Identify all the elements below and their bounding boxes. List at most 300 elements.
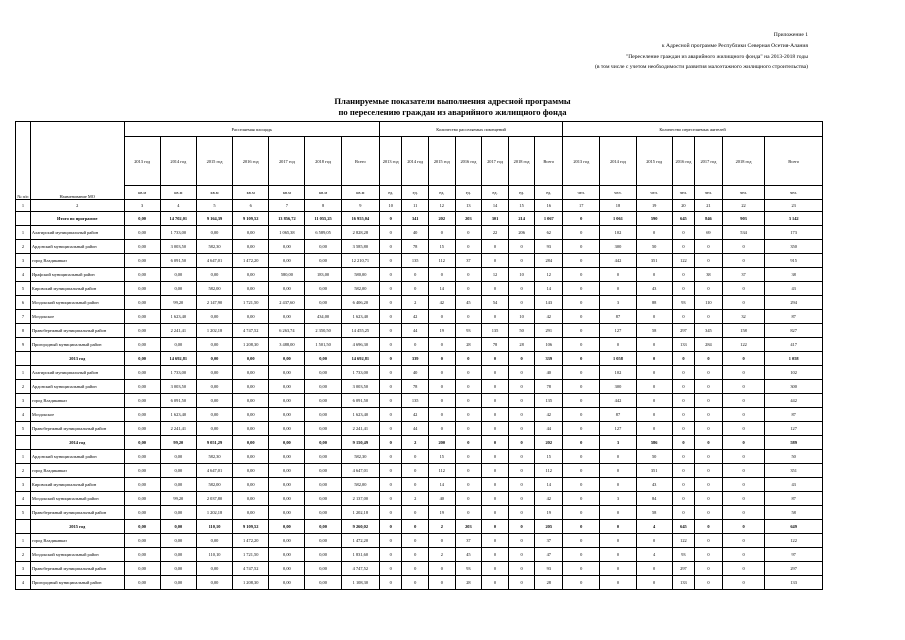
row-name: Кировский муниципальный район — [30, 282, 124, 296]
row-number: 5 — [16, 506, 31, 520]
cell-value: 0 — [380, 576, 402, 590]
cell-value: 0 — [563, 324, 600, 338]
cell-value: 4 647,01 — [196, 254, 232, 268]
cell-value: 300 — [600, 380, 636, 394]
table-row — [16, 366, 823, 380]
header-year: 2018 год — [305, 137, 341, 186]
cell-value: 0 — [508, 576, 535, 590]
cell-value: 62 — [535, 226, 563, 240]
header-year: 2016 год — [672, 137, 694, 186]
cell-value: 0 — [722, 576, 765, 590]
cell-value: 2 — [402, 436, 429, 450]
row-number: 2 — [16, 548, 31, 562]
cell-value: 50 — [636, 240, 672, 254]
cell-value: 19 — [428, 506, 455, 520]
cell-value: 0 — [722, 506, 765, 520]
table-row — [16, 576, 823, 590]
cell-value: 0 — [402, 338, 429, 352]
row-number — [16, 352, 31, 366]
cell-value: 0 — [722, 478, 765, 492]
cell-value: 37 — [535, 534, 563, 548]
cell-value: 297 — [672, 324, 694, 338]
cell-value: 0,00 — [269, 394, 305, 408]
cell-value: 58 — [636, 324, 672, 338]
cell-value: 0,00 — [233, 268, 269, 282]
cell-value: 1 733,00 — [341, 366, 379, 380]
cell-value: 0 — [722, 240, 765, 254]
cell-value: 78 — [535, 380, 563, 394]
cell-value: 0 — [455, 478, 482, 492]
cell-value: 0,00 — [160, 548, 196, 562]
cell-value: 0 — [600, 338, 636, 352]
appendix-line-2: к Адресной программе Республики Северная Осетия-Алания — [661, 42, 808, 49]
cell-value: 0 — [672, 366, 694, 380]
cell-value: 0,00 — [269, 380, 305, 394]
cell-value: 0 — [455, 436, 482, 450]
cell-value: 0 — [455, 310, 482, 324]
cell-value: 0 — [636, 366, 672, 380]
cell-value: 1 202,18 — [196, 506, 232, 520]
cell-value: 0,00 — [124, 254, 160, 268]
row-number: 4 — [16, 408, 31, 422]
row-name: город Владикавказ — [30, 534, 124, 548]
header-year: 2016 год — [233, 137, 269, 186]
cell-value: 0,00 — [305, 520, 341, 534]
cell-value: 442 — [600, 394, 636, 408]
column-number: 6 — [233, 200, 269, 212]
cell-value: 2 437,60 — [269, 296, 305, 310]
cell-value: 0,00 — [124, 380, 160, 394]
row-name: Алагирский муниципальный район — [30, 366, 124, 380]
cell-value: 0 — [402, 268, 429, 282]
cell-value: 0 — [428, 268, 455, 282]
appendix-note — [595, 30, 808, 73]
row-name: Моздокское — [30, 310, 124, 324]
cell-value: 0 — [380, 534, 402, 548]
cell-value: 45 — [455, 548, 482, 562]
table-row — [16, 394, 823, 408]
cell-value: 4 — [636, 548, 672, 562]
cell-value: 0 — [508, 534, 535, 548]
cell-value: 6 589,05 — [305, 226, 341, 240]
cell-value: 6 091,50 — [160, 254, 196, 268]
cell-value: 0 — [402, 464, 429, 478]
cell-value: 0 — [722, 464, 765, 478]
cell-value: 28 — [455, 576, 482, 590]
cell-value: 0 — [380, 338, 402, 352]
cell-value: 112 — [535, 464, 563, 478]
table-row — [16, 534, 823, 548]
cell-value: 0 — [563, 296, 600, 310]
cell-value: 0 — [482, 478, 509, 492]
cell-value: 649 — [765, 520, 823, 534]
cell-value: 0,00 — [233, 422, 269, 436]
cell-value: 6 263,74 — [269, 324, 305, 338]
header-year: 2014 год — [160, 137, 196, 186]
cell-value: 4 — [636, 520, 672, 534]
cell-value: 0 — [508, 394, 535, 408]
column-number: 1 — [16, 200, 31, 212]
cell-value: 0,00 — [124, 436, 160, 450]
cell-value: 0 — [695, 352, 723, 366]
header-unit: чел. — [636, 186, 672, 200]
cell-value: 0,00 — [305, 506, 341, 520]
document-title — [0, 96, 905, 118]
table-row — [16, 548, 823, 562]
header-year: 2013 год — [563, 137, 600, 186]
cell-value: 0 — [722, 394, 765, 408]
cell-value: 3 003,50 — [160, 240, 196, 254]
cell-value: 2 241,41 — [341, 422, 379, 436]
cell-value: 0 — [380, 282, 402, 296]
cell-value: 10 — [508, 310, 535, 324]
cell-value: 0 — [428, 310, 455, 324]
table-row — [16, 464, 823, 478]
cell-value: 0,00 — [233, 226, 269, 240]
cell-value: 19 — [535, 506, 563, 520]
cell-value: 0 — [600, 478, 636, 492]
header-unit: кв.м — [341, 186, 379, 200]
cell-value: 0 — [636, 268, 672, 282]
cell-value: 0,00 — [269, 352, 305, 366]
row-name: Ардонский муниципальный район — [30, 450, 124, 464]
cell-value: 0 — [402, 548, 429, 562]
table-row — [16, 240, 823, 254]
cell-value: 40 — [535, 366, 563, 380]
cell-value: 0,00 — [160, 338, 196, 352]
cell-value: 0,00 — [196, 534, 232, 548]
cell-value: 200 — [428, 436, 455, 450]
cell-value: 93 — [455, 562, 482, 576]
cell-value: 2 350,50 — [305, 324, 341, 338]
cell-value: 0 — [636, 352, 672, 366]
cell-value: 645 — [672, 520, 694, 534]
cell-value: 0,00 — [196, 338, 232, 352]
cell-value: 44 — [535, 422, 563, 436]
cell-value: 0,00 — [124, 478, 160, 492]
cell-value: 0 — [508, 240, 535, 254]
cell-value: 0,00 — [196, 268, 232, 282]
cell-value: 0,00 — [269, 548, 305, 562]
cell-value: 54 — [482, 296, 509, 310]
cell-value: 300 — [600, 240, 636, 254]
cell-value: 0,00 — [124, 534, 160, 548]
cell-value: 0,00 — [233, 352, 269, 366]
cell-value: 0,00 — [160, 506, 196, 520]
cell-value: 15 — [535, 450, 563, 464]
row-name: 2014 год — [30, 436, 124, 450]
cell-value: 0,00 — [196, 380, 232, 394]
cell-value: 43 — [636, 478, 672, 492]
row-number: 7 — [16, 310, 31, 324]
title-line-2: по переселению граждан из аварийного жилищного фонда — [338, 107, 567, 117]
cell-value: 0 — [636, 338, 672, 352]
cell-value: 0 — [402, 534, 429, 548]
cell-value: 0,00 — [269, 576, 305, 590]
cell-value: 0,00 — [124, 450, 160, 464]
cell-value: 0 — [672, 478, 694, 492]
header-year: 2015 год — [428, 137, 455, 186]
cell-value: 0 — [380, 408, 402, 422]
row-name: Пригородный муниципальный район — [30, 338, 124, 352]
row-name: Правобережный муниципальный район — [30, 506, 124, 520]
header-unit: кв.м — [196, 186, 232, 200]
cell-value: 580,00 — [341, 268, 379, 282]
cell-value: 0 — [508, 520, 535, 534]
cell-value: 0,00 — [160, 282, 196, 296]
cell-value: 0 — [508, 366, 535, 380]
cell-value: 0 — [482, 254, 509, 268]
column-number: 8 — [305, 200, 341, 212]
cell-value: 14 692,81 — [160, 352, 196, 366]
cell-value: 0,00 — [269, 450, 305, 464]
cell-value: 0 — [672, 310, 694, 324]
column-number: 21 — [695, 200, 723, 212]
cell-value: 294 — [765, 296, 823, 310]
cell-value: 0,00 — [124, 310, 160, 324]
cell-value: 0 — [508, 492, 535, 506]
cell-value: 2 828,28 — [341, 226, 379, 240]
cell-value: 0 — [563, 576, 600, 590]
cell-value: 0 — [722, 436, 765, 450]
row-name: Правобережный муниципальный район — [30, 422, 124, 436]
cell-value: 0 — [482, 394, 509, 408]
column-number: 20 — [672, 200, 694, 212]
cell-value: 0 — [482, 408, 509, 422]
cell-value: 0,00 — [124, 492, 160, 506]
cell-value: 6 406,20 — [341, 296, 379, 310]
cell-value: 0,00 — [269, 310, 305, 324]
header-unit: ед. — [402, 186, 429, 200]
cell-value: 0 — [695, 240, 723, 254]
cell-value: 0 — [380, 226, 402, 240]
row-number: 3 — [16, 394, 31, 408]
cell-value: 0 — [636, 380, 672, 394]
cell-value: 0 — [672, 436, 694, 450]
cell-value: 1 067 — [535, 212, 563, 226]
cell-value: 3 — [600, 296, 636, 310]
row-number: 3 — [16, 478, 31, 492]
cell-value: 42 — [402, 408, 429, 422]
cell-value: 0 — [508, 296, 535, 310]
cell-value: 28 — [535, 576, 563, 590]
cell-value: 3 — [600, 436, 636, 450]
cell-value: 0 — [672, 352, 694, 366]
cell-value: 47 — [535, 548, 563, 562]
cell-value: 133 — [672, 338, 694, 352]
cell-value: 0 — [482, 380, 509, 394]
cell-value: 0 — [636, 226, 672, 240]
cell-value: 0 — [695, 380, 723, 394]
cell-value: 0 — [563, 506, 600, 520]
cell-value: 0 — [428, 366, 455, 380]
header-year: 2014 год — [402, 137, 429, 186]
cell-value: 827 — [765, 324, 823, 338]
cell-value: 0 — [428, 534, 455, 548]
cell-value: 58 — [765, 506, 823, 520]
cell-value: 0 — [455, 380, 482, 394]
header-unit: ед. — [482, 186, 509, 200]
cell-value: 0 — [695, 576, 723, 590]
cell-value: 0,00 — [233, 492, 269, 506]
header-year: 2016 год — [455, 137, 482, 186]
cell-value: 846 — [695, 212, 723, 226]
total-row — [16, 212, 823, 226]
cell-value: 14 — [428, 282, 455, 296]
cell-value: 99,20 — [160, 296, 196, 310]
cell-value: 0 — [672, 506, 694, 520]
cell-value: 0,00 — [233, 310, 269, 324]
cell-value: 0 — [600, 576, 636, 590]
header-year: 2013 год — [124, 137, 160, 186]
cell-value: 12 210,71 — [341, 254, 379, 268]
cell-value: 0,00 — [269, 534, 305, 548]
cell-value: 0 — [722, 450, 765, 464]
cell-value: 0 — [563, 380, 600, 394]
cell-value: 0 — [455, 492, 482, 506]
cell-value: 0,00 — [233, 464, 269, 478]
cell-value: 0,00 — [124, 352, 160, 366]
cell-value: 1 623,40 — [341, 408, 379, 422]
cell-value: 0 — [482, 240, 509, 254]
cell-value: 0,00 — [124, 506, 160, 520]
cell-value: 0 — [672, 226, 694, 240]
cell-value: 0 — [722, 534, 765, 548]
cell-value: 0 — [563, 562, 600, 576]
cell-value: 0,00 — [269, 240, 305, 254]
cell-value: 0 — [672, 268, 694, 282]
cell-value: 0 — [380, 366, 402, 380]
cell-value: 590 — [636, 212, 672, 226]
cell-value: 1 472,20 — [233, 534, 269, 548]
cell-value: 0 — [508, 352, 535, 366]
appendix-line-1: Приложение 1 — [773, 32, 808, 38]
cell-value: 43 — [765, 282, 823, 296]
cell-value: 88 — [636, 296, 672, 310]
cell-value: 0,00 — [305, 450, 341, 464]
cell-value: 1 202,18 — [341, 506, 379, 520]
cell-value: 127 — [765, 422, 823, 436]
cell-value: 110,10 — [196, 548, 232, 562]
cell-value: 0 — [563, 492, 600, 506]
cell-value: 3 585,80 — [341, 240, 379, 254]
cell-value: 0 — [563, 268, 600, 282]
cell-value: 0 — [455, 422, 482, 436]
table-row — [16, 226, 823, 240]
cell-value: 0,00 — [305, 380, 341, 394]
row-number: 5 — [16, 422, 31, 436]
row-number: 1 — [16, 450, 31, 464]
cell-value: 0,00 — [160, 464, 196, 478]
cell-value: 915 — [765, 254, 823, 268]
cell-value: 0,00 — [160, 268, 196, 282]
cell-value: 6 091,50 — [341, 394, 379, 408]
cell-value: 0 — [695, 422, 723, 436]
column-number: 9 — [341, 200, 379, 212]
cell-value: 0 — [428, 562, 455, 576]
cell-value: 28 — [508, 338, 535, 352]
cell-value: 4 696,30 — [341, 338, 379, 352]
cell-value: 1 058 — [765, 352, 823, 366]
cell-value: 582,00 — [196, 478, 232, 492]
cell-value: 0 — [380, 310, 402, 324]
cell-value: 43 — [636, 282, 672, 296]
cell-value: 0,00 — [160, 478, 196, 492]
cell-value: 0 — [482, 534, 509, 548]
cell-value: 0 — [455, 506, 482, 520]
cell-value: 0,00 — [124, 562, 160, 576]
cell-value: 291 — [535, 324, 563, 338]
cell-value: 14 — [535, 478, 563, 492]
cell-value: 12 — [535, 268, 563, 282]
cell-value: 0 — [722, 520, 765, 534]
row-number: 3 — [16, 562, 31, 576]
column-number: 4 — [160, 200, 196, 212]
header-unit: чел. — [695, 186, 723, 200]
cell-value: 0 — [636, 422, 672, 436]
cell-value: 43 — [765, 478, 823, 492]
cell-value: 28 — [455, 338, 482, 352]
cell-value: 1 472,20 — [341, 534, 379, 548]
table-row — [16, 282, 823, 296]
cell-value: 0 — [482, 506, 509, 520]
cell-value: 122 — [672, 254, 694, 268]
cell-value: 0 — [563, 464, 600, 478]
row-name: Пригородный муниципальный район — [30, 576, 124, 590]
cell-value: 102 — [600, 226, 636, 240]
cell-value: 37 — [455, 254, 482, 268]
header-unit: ед. — [455, 186, 482, 200]
cell-value: 0 — [482, 450, 509, 464]
table-row — [16, 506, 823, 520]
row-number: 4 — [16, 268, 31, 282]
cell-value: 0 — [428, 394, 455, 408]
column-number: 10 — [380, 200, 402, 212]
table-row — [16, 478, 823, 492]
cell-value: 1 208,30 — [233, 576, 269, 590]
cell-value: 97 — [765, 548, 823, 562]
cell-value: 0 — [695, 254, 723, 268]
cell-value: 0 — [482, 576, 509, 590]
cell-value: 0,00 — [233, 282, 269, 296]
cell-value: 0,00 — [269, 520, 305, 534]
column-number: 22 — [722, 200, 765, 212]
cell-value: 0 — [380, 422, 402, 436]
row-name: Правобережный муниципальный район — [30, 562, 124, 576]
cell-value: 0 — [380, 436, 402, 450]
table-row — [16, 324, 823, 338]
cell-value: 0,00 — [124, 422, 160, 436]
cell-value: 0 — [508, 436, 535, 450]
cell-value: 2 — [428, 520, 455, 534]
header-unit: чел. — [563, 186, 600, 200]
cell-value: 2 137,00 — [341, 492, 379, 506]
row-name: Итого по программе — [30, 212, 124, 226]
cell-value: 0,00 — [124, 394, 160, 408]
cell-value: 2 147,90 — [196, 296, 232, 310]
cell-value: 87 — [600, 310, 636, 324]
cell-value: 0,00 — [269, 562, 305, 576]
table-row — [16, 338, 823, 352]
cell-value: 0 — [380, 268, 402, 282]
cell-value: 93 — [672, 548, 694, 562]
cell-value: 112 — [428, 254, 455, 268]
cell-value: 1 721,50 — [233, 548, 269, 562]
cell-value: 0,00 — [269, 282, 305, 296]
cell-value: 0 — [455, 450, 482, 464]
cell-value: 40 — [402, 366, 429, 380]
cell-value: 534 — [722, 226, 765, 240]
